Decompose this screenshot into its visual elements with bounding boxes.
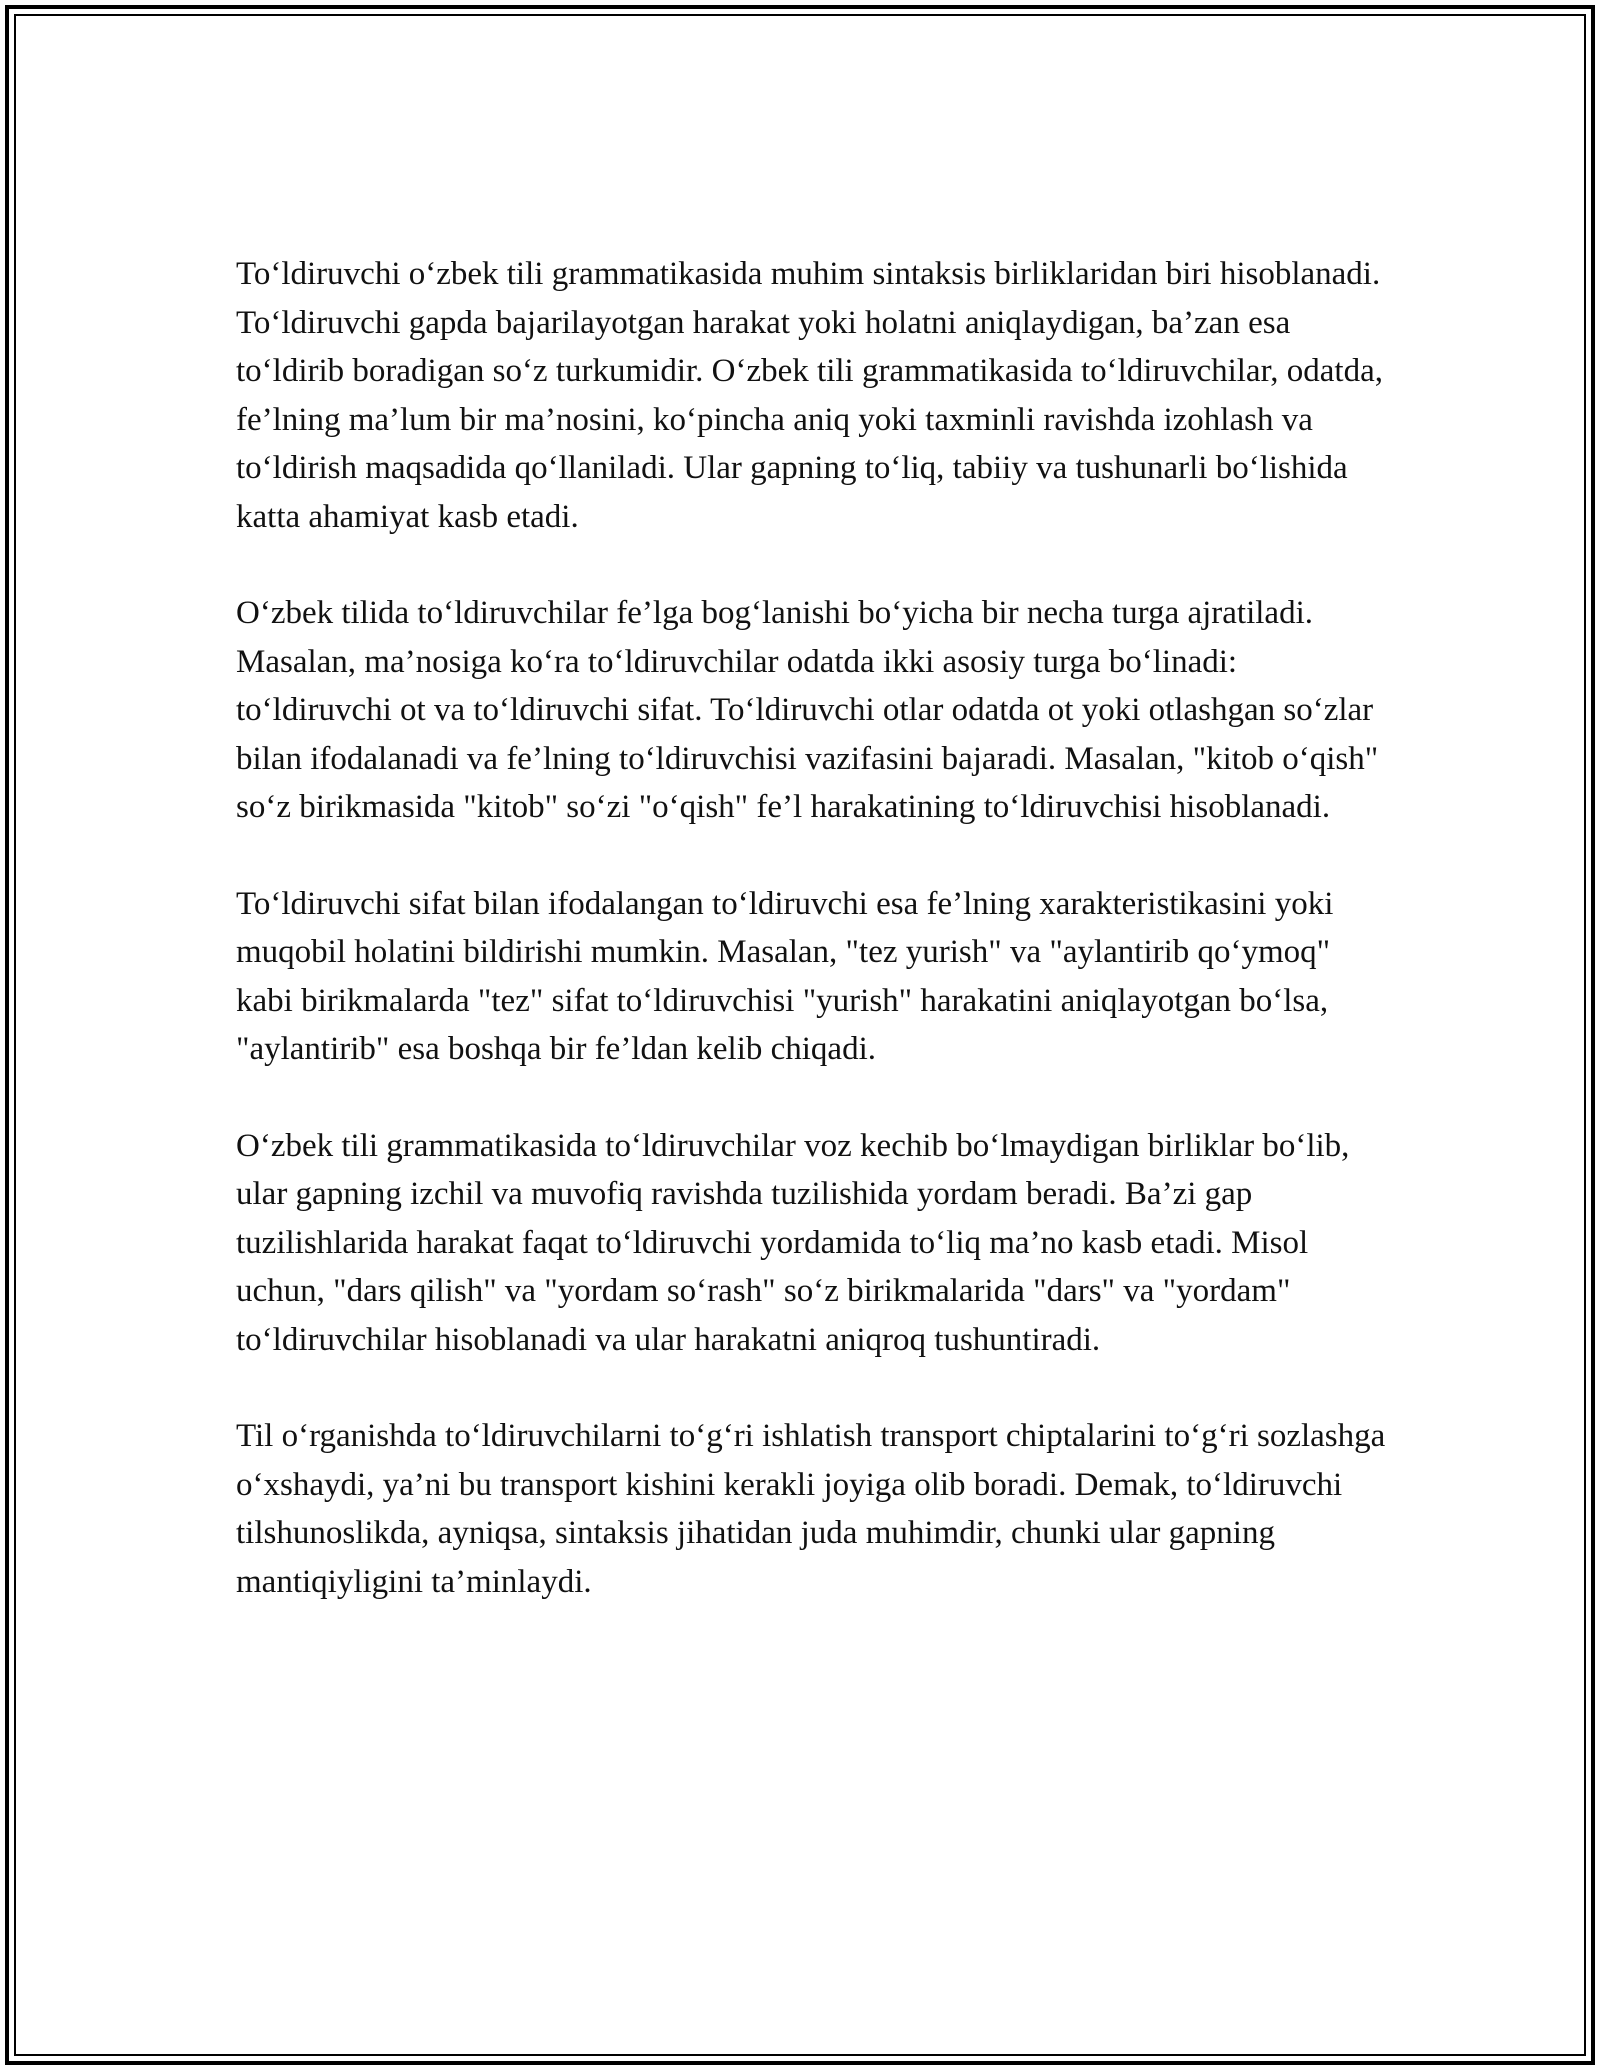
- document-body: [236, 250, 1386, 1654]
- paragraph-2: O‘zbek tilida to‘ldiruvchilar fe’lga bog‘lanishi bo‘yicha bir necha turga ajratiladi. Masalan, ma’nosiga ko‘ra to‘ldiruvchilar odatda ikki asosiy turga bo‘linadi: to‘ldiruvchi ot va to‘ldiruvchi sifat. To‘ldiruvchi otlar odatda ot yoki otlashgan so‘zlar bilan ifodalanadi va fe’lning to‘ldiruvchisi vazifasini bajaradi. Masalan, "kitob o‘qish" so‘z birikmasida "kitob" so‘zi "o‘qish" fe’l harakatining to‘ldiruvchisi hisoblanadi.: [236, 595, 1379, 825]
- paragraph-3: To‘ldiruvchi sifat bilan ifodalangan to‘ldiruvchi esa fe’lning xarakteristikasini yoki muqobil holatini bildirishi mumkin. Masalan, "tez yurish" va "aylantirib qo‘ymoq" kabi birikmalarda "tez" sifat to‘ldiruvchisi "yurish" harakatini aniqlayotgan bo‘lsa, "aylantirib" esa boshqa bir fe’ldan kelib chiqadi.: [236, 885, 1334, 1067]
- paragraph-1: To‘ldiruvchi o‘zbek tili grammatikasida muhim sintaksis birliklaridan biri hisoblanadi. To‘ldiruvchi gapda bajarilayotgan harakat yoki holatni aniqlaydigan, ba’zan esa to‘ldirib boradigan so‘z turkumidir. O‘zbek tili grammatikasida to‘ldiruvchilar, odatda, fe’lning ma’lum bir ma’nosini, ko‘pincha aniq yoki taxminli ravishda izohlash va to‘ldirish maqsadida qo‘llaniladi. Ular gapning to‘liq, tabiiy va tushunarli bo‘lishida katta ahamiyat kasb etadi.: [236, 256, 1383, 535]
- paragraph-5: Til o‘rganishda to‘ldiruvchilarni to‘g‘ri ishlatish transport chiptalarini to‘g‘ri sozlashga o‘xshaydi, ya’ni bu transport kishini kerakli joyiga olib boradi. Demak, to‘ldiruvchi tilshunoslikda, ayniqsa, sintaksis jihatidan juda muhimdir, chunki ular gapning mantiqiyligini ta’minlaydi.: [236, 1418, 1386, 1600]
- paragraph-4: O‘zbek tili grammatikasida to‘ldiruvchilar voz kechib bo‘lmaydigan birliklar bo‘lib, ular gapning izchil va muvofiq ravishda tuzilishida yordam beradi. Ba’zi gap tuzilishlarida harakat faqat to‘ldiruvchi yordamida to‘liq ma’no kasb etadi. Misol uchun, "dars qilish" va "yordam so‘rash" so‘z birikmalarida "dars" va "yordam" to‘ldiruvchilar hisoblanadi va ular harakatni aniqroq tushuntiradi.: [236, 1127, 1350, 1358]
